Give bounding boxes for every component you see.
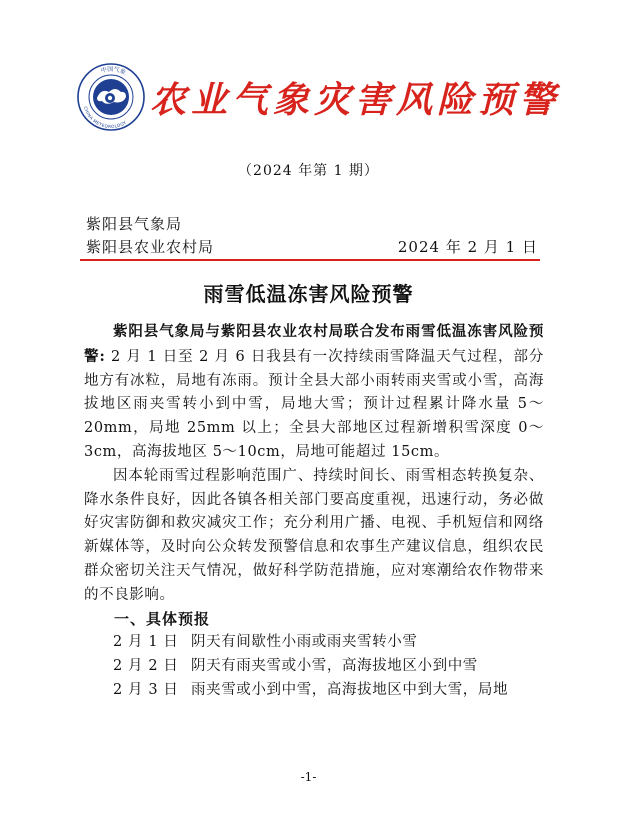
cma-logo [76,62,146,132]
issue-date: 2024 年 2 月 1 日 [397,238,538,256]
forecast-date: 2 月 3 日 [113,681,179,698]
china-meteorology-emblem-icon [76,62,146,132]
document-title: 雨雪低温冻害风险预警 [203,282,414,306]
forecast-date: 2 月 1 日 [113,634,179,651]
logo-english-text: CHINA METEOROLOGY [82,105,128,130]
paragraph-2: 因本轮雨雪过程影响范围广、持续时间长、雨雪相态转换复杂、降水条件良好，因此各镇各相关部门要高度重视，迅速行动，务必做好灾害防御和救灾减灾工作；充分利用广播、电视、手机短信和网络新媒体等，及时向公众转发预警信息和农事生产建议信息，组织农民群众密切关注天气情况，做好科学防范措施，应对寒潮给农作物带来的不良影响。 [84,467,544,603]
issuer-agriculture-bureau: 紫阳县农业农村局 [86,238,215,256]
forecast-date: 2 月 2 日 [113,658,179,675]
logo-chinese-text: 中国气象 [100,65,127,77]
page-number: -1- [300,770,317,784]
issuer-meteorological-bureau: 紫阳县气象局 [86,215,183,233]
paragraph-1-lead: 紫阳县气象局与紫阳县农业农村局联合发布雨雪低温冻害风险预警: [84,323,544,365]
issue-number: （2024 年第 1 期） [238,163,379,179]
paragraph-1 [84,320,544,465]
forecast-row [84,655,544,679]
section-heading-forecast: 一、具体预报 [114,609,211,628]
paragraph-1-body: 2 月 1 日至 2 月 6 日我县有一次持续雨雪降温天气过程，部分地方有冰粒，局地有冻雨。预计全县大部小雨转雨夹雪或小雪，高海拔地区雨夹雪转小到中雪，局地大雪；预计过程累计降水量 5～20mm，局地 25mm 以上；全县大部地区过程新增积雪深度 0～3cm，高海拔地区 5～10cm，局地可能超过 15cm。 [84,348,544,460]
forecast-row [84,631,544,655]
forecast-row [84,679,544,703]
forecast-text: 阴天有雨夹雪或小雪，高海拔地区小到中雪 [191,658,478,675]
header-divider [80,259,540,261]
forecast-text: 雨夹雪或小到中雪，高海拔地区中到大雪，局地 [191,681,509,698]
forecast-text: 阴天有间歇性小雨或雨夹雪转小雪 [191,634,418,651]
page-title: 农业气象灾害风险预警 [150,79,561,121]
document-body [84,320,544,703]
